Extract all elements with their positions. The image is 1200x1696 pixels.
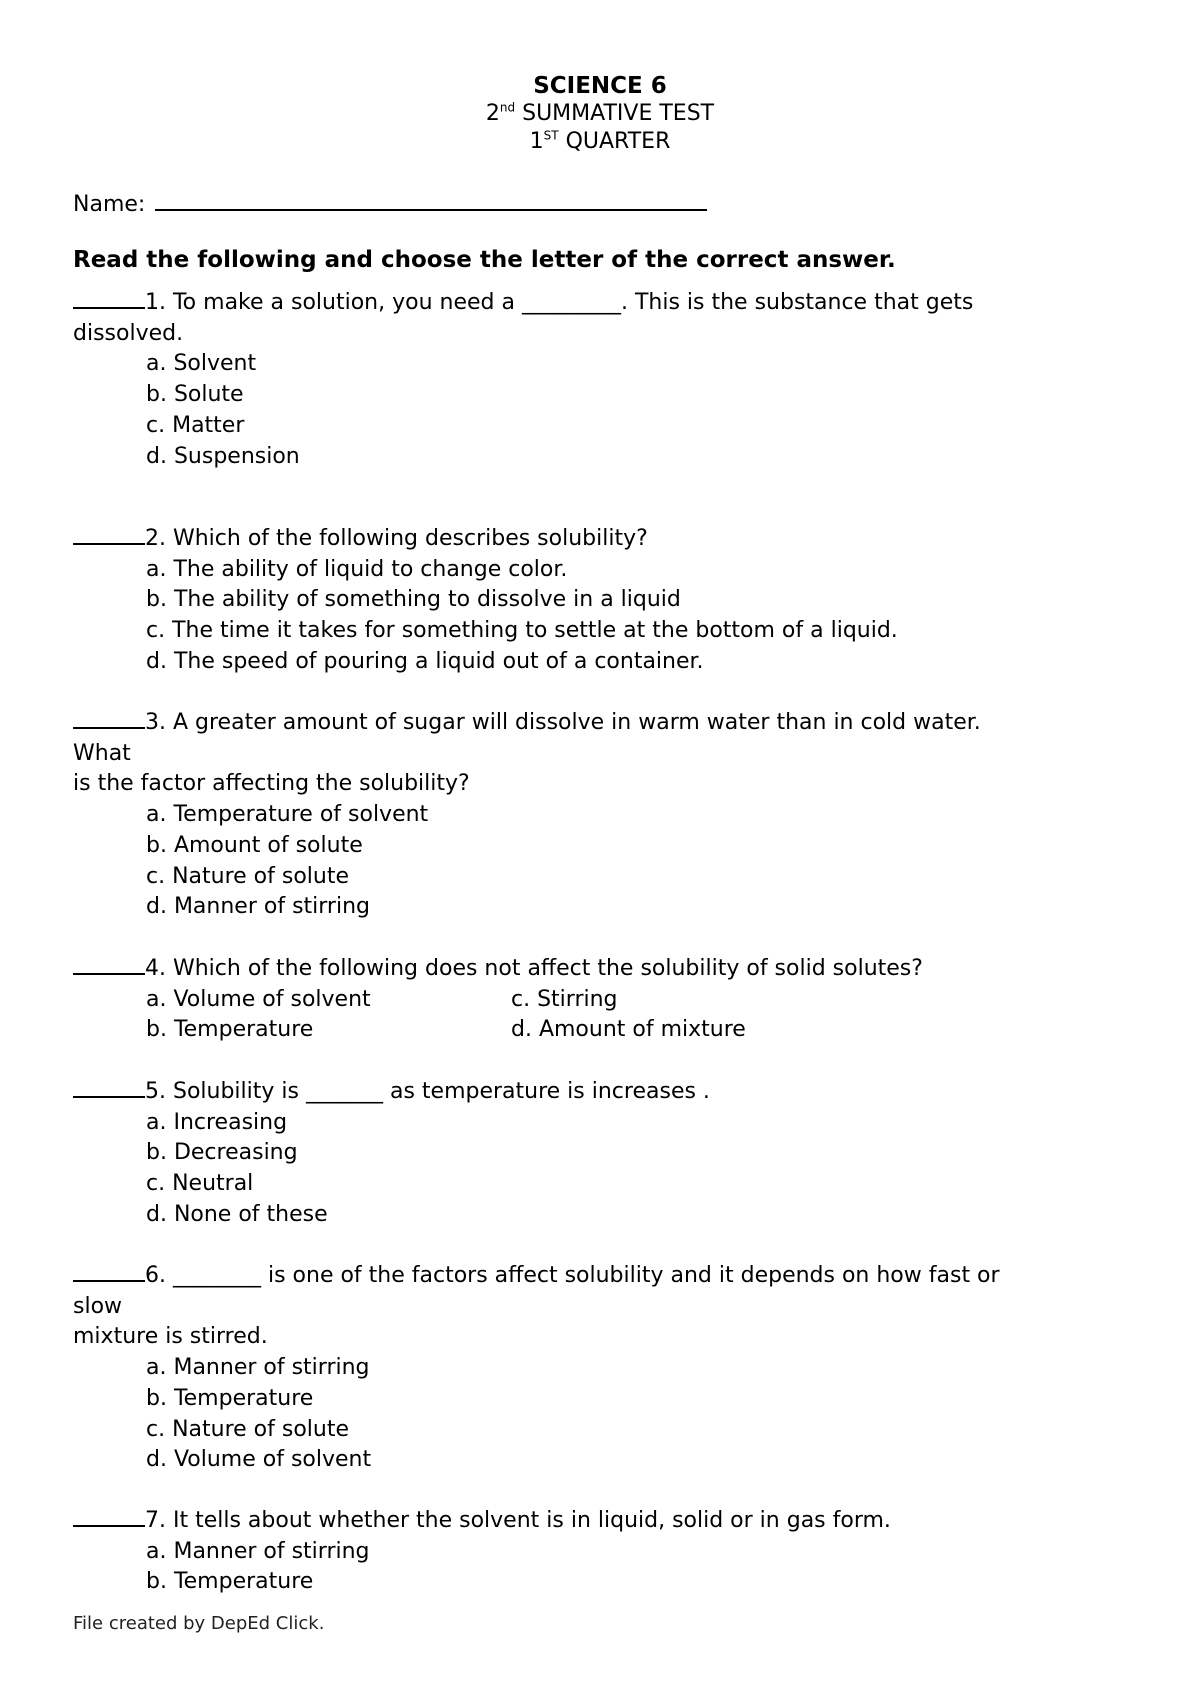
question-text: 5. Solubility is _______ as temperature is increases . (145, 1079, 710, 1104)
name-label: Name: (73, 192, 146, 217)
question-text: 3. A greater amount of sugar will dissolve in warm water than in cold water. (145, 710, 981, 735)
question-line: is the factor affecting the solubility? (73, 771, 470, 797)
test-subtitle (0, 100, 1200, 128)
choice-b: b. Temperature (146, 1569, 314, 1595)
test-number-suffix: nd (499, 100, 516, 115)
choice-a: a. Volume of solvent (146, 986, 371, 1012)
choice-b: b. Decreasing (146, 1140, 298, 1166)
choice-c: c. Nature of solute (146, 863, 350, 889)
quarter-subtitle (0, 128, 1200, 156)
choice-d: d. None of these (146, 1201, 328, 1227)
question-7 (73, 1505, 1133, 1598)
question-4 (73, 953, 1133, 1046)
question-line (73, 523, 1133, 555)
choice-row (73, 985, 1133, 1016)
choice-b: b. Temperature (146, 1385, 314, 1411)
choice-row (73, 1015, 1133, 1046)
answer-blank[interactable] (73, 287, 145, 309)
quarter-label: QUARTER (558, 129, 671, 154)
choice-b: b. Temperature (146, 1017, 314, 1043)
question-text: 2. Which of the following describes solubility? (145, 526, 648, 551)
question-text: 1. To make a solution, you need a _________. This is the substance that gets (145, 290, 974, 315)
footer-credit: File created by DepEd Click. (73, 1613, 325, 1634)
instructions: Read the following and choose the letter of the correct answer. (73, 247, 896, 273)
question-line: slow (73, 1293, 123, 1319)
quarter-number-suffix: ST (543, 128, 559, 143)
question-line: mixture is stirred. (73, 1324, 268, 1350)
quarter-number: 1 (529, 129, 544, 154)
question-2 (73, 523, 1133, 678)
name-field[interactable] (155, 187, 707, 211)
choice-b: b. Amount of solute (146, 832, 363, 858)
choice-d: d. Manner of stirring (146, 894, 370, 920)
choice-c: c. Stirring (511, 986, 618, 1012)
question-1 (73, 287, 1133, 472)
choice-d: d. The speed of pouring a liquid out of a container. (146, 648, 704, 674)
answer-blank[interactable] (73, 523, 145, 545)
choice-d: d. Volume of solvent (146, 1447, 372, 1473)
test-number: 2 (485, 101, 500, 126)
choice-a: a. Temperature of solvent (146, 802, 429, 828)
question-line (73, 707, 1133, 739)
question-line (73, 287, 1133, 319)
question-line (73, 1260, 1133, 1292)
choice-c: c. Nature of solute (146, 1416, 350, 1442)
question-line: What (73, 740, 131, 766)
name-row (73, 187, 707, 219)
choice-b: b. Solute (146, 382, 244, 408)
choice-c: c. Neutral (146, 1171, 254, 1197)
answer-blank[interactable] (73, 953, 145, 975)
choice-d: d. Suspension (146, 443, 300, 469)
choice-c: c. Matter (146, 412, 245, 438)
choice-a: a. Solvent (146, 351, 257, 377)
choice-c: c. The time it takes for something to settle at the bottom of a liquid. (146, 618, 898, 644)
test-label: SUMMATIVE TEST (515, 101, 715, 126)
question-line (73, 1505, 1133, 1537)
question-6 (73, 1260, 1133, 1476)
page-title: SCIENCE 6 (533, 73, 667, 99)
question-3 (73, 707, 1133, 923)
choice-a: a. Increasing (146, 1109, 288, 1135)
choice-a: a. Manner of stirring (146, 1538, 370, 1564)
question-text: 4. Which of the following does not affect the solubility of solid solutes? (145, 956, 923, 981)
choice-a: a. Manner of stirring (146, 1355, 370, 1381)
answer-blank[interactable] (73, 707, 145, 729)
choice-a: a. The ability of liquid to change color. (146, 556, 568, 582)
question-text: 7. It tells about whether the solvent is in liquid, solid or in gas form. (145, 1508, 891, 1533)
question-line: dissolved. (73, 320, 184, 346)
question-text: 6. ________ is one of the factors affect solubility and it depends on how fast or (145, 1263, 1000, 1288)
choice-d: d. Amount of mixture (511, 1017, 746, 1043)
question-5 (73, 1076, 1133, 1231)
question-line (73, 953, 1133, 985)
answer-blank[interactable] (73, 1076, 145, 1098)
answer-blank[interactable] (73, 1505, 145, 1527)
question-line (73, 1076, 1133, 1108)
answer-blank[interactable] (73, 1260, 145, 1282)
choice-b: b. The ability of something to dissolve in a liquid (146, 587, 681, 613)
document-header (0, 72, 1200, 156)
